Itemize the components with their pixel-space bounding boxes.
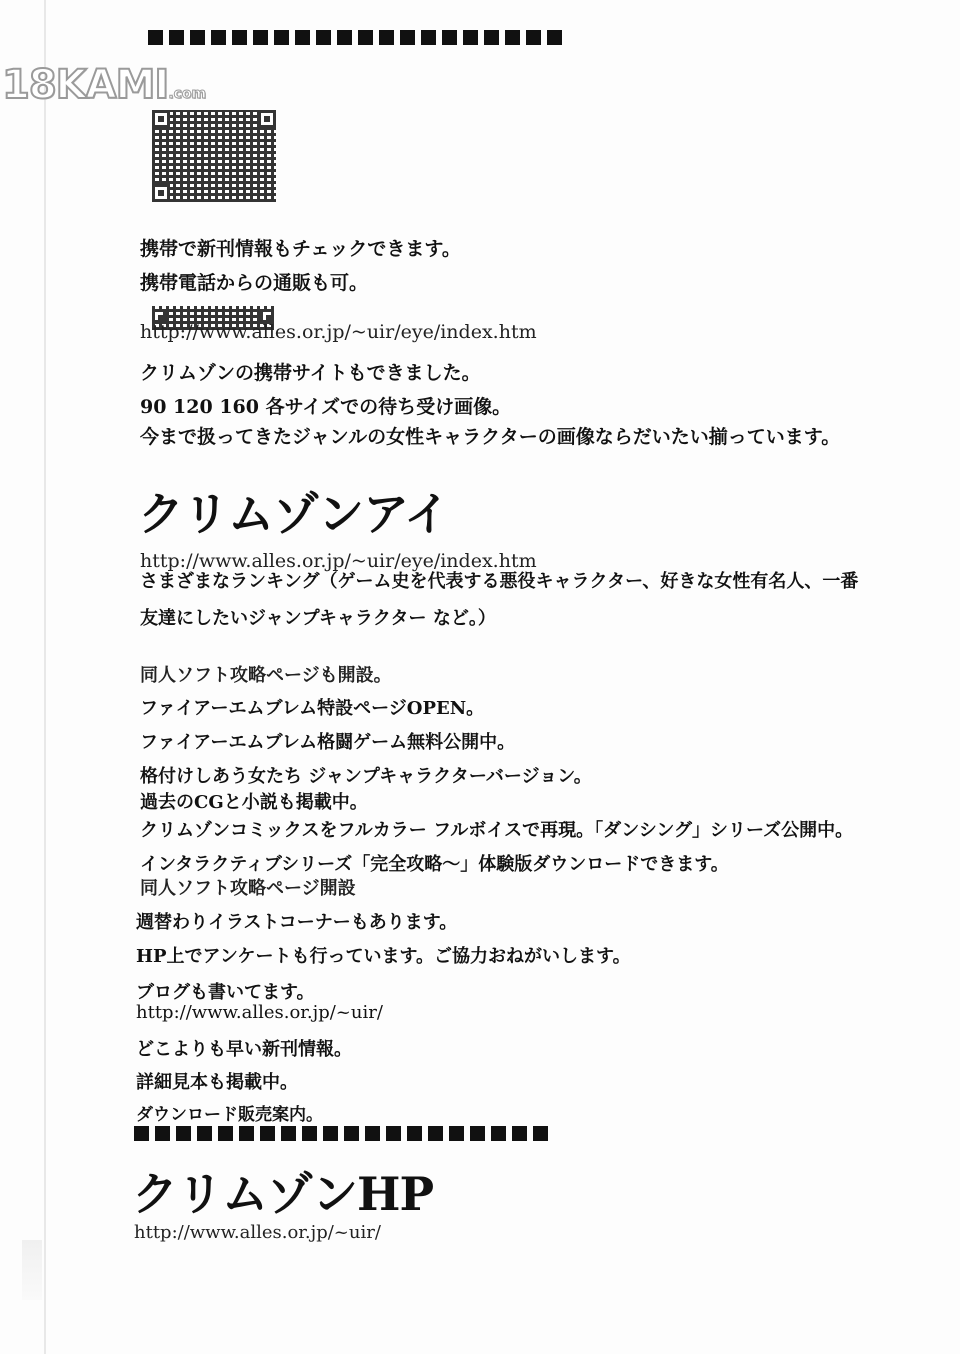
doujin-line-1: ファイアーエムブレム特設ページOPEN。 [140,698,485,719]
hp-url[interactable]: http://www.alles.or.jp/~uir/ [136,1002,383,1023]
doujin-line-5: クリムゾンコミックスをフルカラー フルボイスで再現。「ダンシング」シリーズ公開中。 [140,820,854,841]
doujin-line-2: ファイアーエムブレム格闘ゲーム無料公開中。 [140,732,516,753]
hp-line-5: 詳細見本も掲載中。 [136,1072,298,1093]
top-square-divider [148,30,562,45]
doujin-line-cut-2: 同人ソフト攻略ページ開設 [140,878,356,899]
hp-line-4: どこよりも早い新刊情報。 [136,1039,352,1060]
doujin-line-4: 過去のCGと小説も掲載中。 [140,792,368,813]
eye-line-1: クリムゾンの携帯サイトもできました。 [140,362,481,384]
crimson-eye-heading: クリムゾンアイ [138,487,449,541]
eye-url-cut[interactable]: http://www.alles.or.jp/~uir/eye/index.htm [140,321,537,343]
site-watermark-logo: 18KAMI.com [2,62,207,108]
qr-code-large[interactable] [152,110,276,202]
bottom-square-divider [134,1126,548,1141]
eye-line-2: 90 120 160 各サイズでの待ち受け画像。 [140,396,512,418]
hp-line-3: ブログも書いてます。 [136,982,315,1003]
page-gutter-line [44,0,46,1354]
ranking-line-2: 友達にしたいジャンプキャラクター など。） [140,608,496,629]
eye-line-3: 今まで扱ってきたジャンルの女性キャラクターの画像ならだいたい揃っています。 [140,426,841,448]
hp-url-cut[interactable]: http://www.alles.or.jp/~uir/ [134,1222,381,1243]
mobile-line-2: 携帯電話からの通販も可。 [140,272,369,294]
hp-line-1: 週替わりイラストコーナーもあります。 [136,912,458,933]
hp-line-2: HP上でアンケートも行っています。ご協力おねがいします。 [136,946,631,967]
hp-line-6: ダウンロード販売案内。 [136,1105,323,1125]
scan-smudge [22,1240,42,1300]
doujin-line-3: 格付けしあう女たち ジャンプキャラクターバージョン。 [140,766,592,787]
crimson-hp-heading: クリムゾンHP [132,1167,434,1221]
doujin-line-6: インタラクティブシリーズ「完全攻略～」体験版ダウンロードできます。 [140,854,729,875]
ranking-line-1: さまざまなランキング（ゲーム史を代表する悪役キャラクター、好きな女性有名人、一番 [140,571,859,592]
mobile-line-1: 携帯で新刊情報もチェックできます。 [140,238,461,260]
eye-url-cut-2[interactable]: http://www.alles.or.jp/~uir/eye/index.htm [140,550,537,572]
doujin-line-cut: 同人ソフト攻略ページも開設。 [140,665,392,686]
